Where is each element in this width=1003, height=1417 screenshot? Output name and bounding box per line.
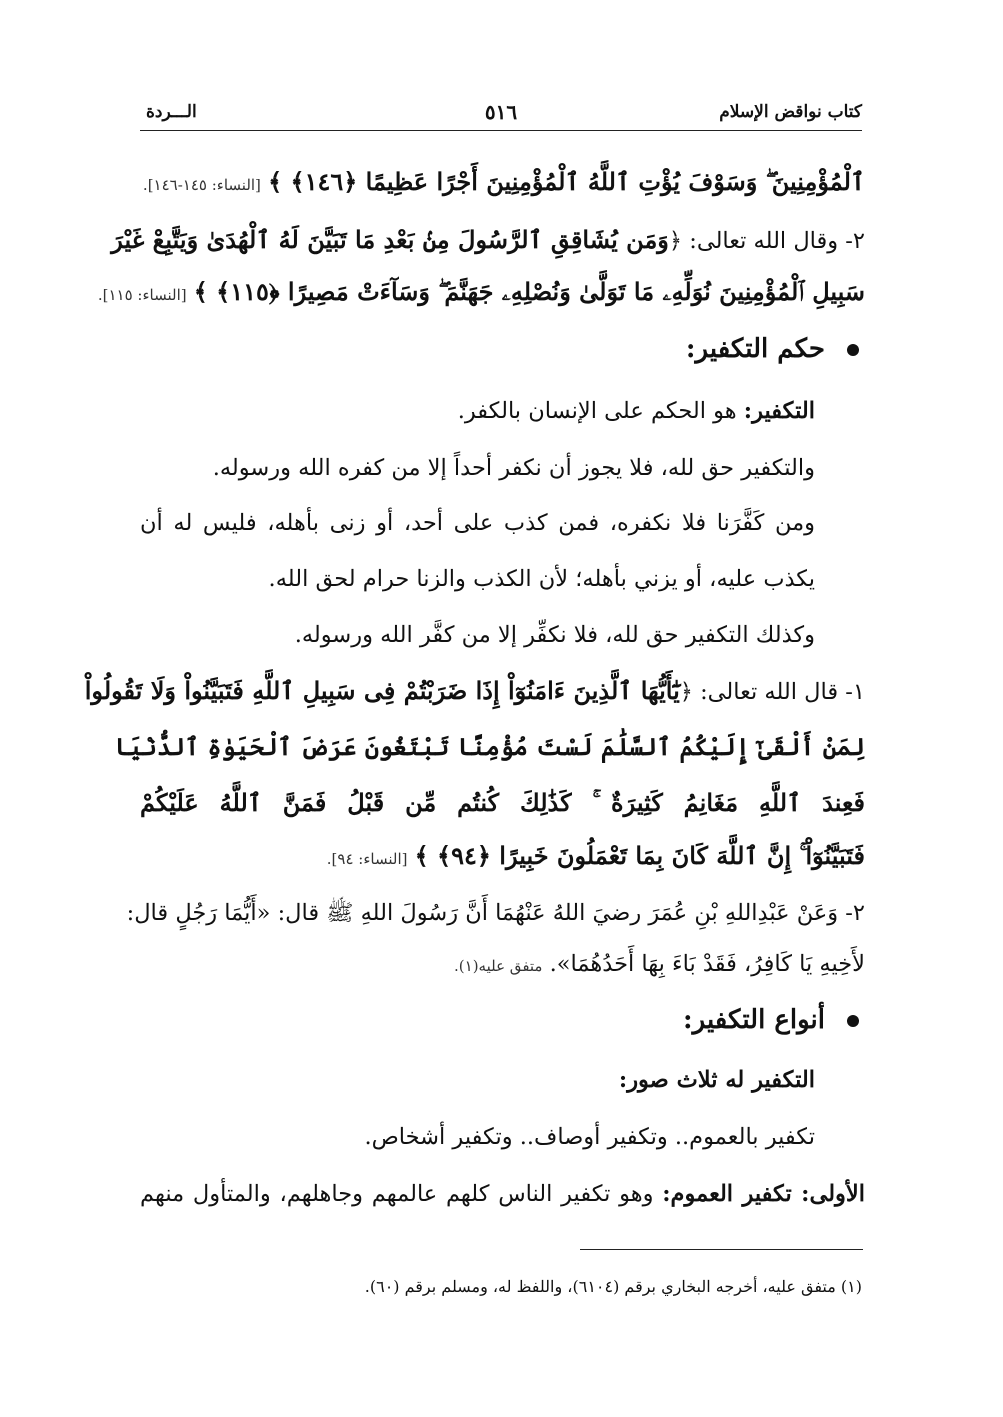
footnote-divider: [580, 1249, 863, 1250]
book-title: كتاب نواقض الإسلام: [719, 102, 862, 122]
paragraph-line: وكذلك التكفير حق لله، فلا نكفِّر إلا من كفَّر الله ورسوله.: [294, 622, 815, 648]
footnote: (١) متفق عليه، أخرجه البخاري برقم (٦١٠٤)، واللفظ له، ومسلم برقم (٦٠).: [364, 1277, 862, 1296]
hadith-line-1: ٢- وَعَنْ عَبْدِاللهِ بْنِ عُمَرَ رضيَ اللهُ عَنْهُمَا أَنَّ رَسُولَ اللهِ ﷺ قال: «أَيُّمَا رَجُلٍ قال:: [126, 900, 865, 926]
paragraph-line: الأولى: تكفير العموم: وهو تكفير الناس كلهم عالمهم وجاهلهم، والمتأول منهم: [140, 1181, 866, 1207]
paragraph-line: يكذب عليه، أو يزني بأهله؛ لأن الكذب والزنا حرام لحق الله.: [268, 566, 815, 592]
paragraph-line: ومن كَفَّرَنا فلا نكفره، فمن كذب على أحد، أو زنى بأهله، فليس له أن: [140, 510, 815, 536]
bullet-icon: [847, 1015, 859, 1027]
hadith-line-2: لأَخِيهِ يَا كَافِرُ، فَقَدْ بَاءَ بِهَا أَحَدُهُمَا». متفق عليه(١).: [454, 951, 865, 977]
verse-reference: [النساء: ٩٤].: [326, 850, 408, 868]
chapter-title: الـــردة: [146, 102, 197, 122]
subheading-line: التكفير له ثلاث صور:: [618, 1067, 815, 1093]
paragraph-line: والتكفير حق لله، فلا يجوز أن نكفر أحداً إلا من كفره الله ورسوله.: [212, 455, 815, 481]
definition-line: التكفير: هو الحكم على الإنسان بالكفر.: [457, 398, 815, 424]
verse-line-5: لِمَنْ أَلْقَىٰٓ إِلَيْكُمُ ٱلسَّلَٰمَ لَسْتَ مُؤْمِنًا تَبْتَغُونَ عَرَضَ ٱلْحَيَوٰةِ ٱلدُّنْيَا: [114, 732, 865, 761]
verse-line-1: ٱلْمُؤْمِنِينَ ۖ وَسَوْفَ يُؤْتِ ٱللَّهُ ٱلْمُؤْمِنِينَ أَجْرًا عَظِيمًا ﴿١٤٦﴾ ﴾ [النساء: ١٤٥-١٤٦].: [142, 167, 865, 196]
verse-line-2: ٢- وقال الله تعالى: ﴿وَمَن يُشَاقِقِ ٱلرَّسُولَ مِنۢ بَعْدِ مَا تَبَيَّنَ لَهُ ٱلْهُدَىٰ وَيَتَّبِعْ غَيْرَ: [111, 225, 865, 254]
verse-reference: [النساء: ١٤٥-١٤٦].: [142, 176, 261, 194]
paragraph-line: تكفير بالعموم.. وتكفير أوصاف.. وتكفير أشخاص.: [364, 1124, 815, 1150]
verse-line-3: سَبِيلِ ٱلْمُؤْمِنِينَ نُوَلِّهِۦ مَا تَوَلَّىٰ وَنُصْلِهِۦ جَهَنَّمَ ۖ وَسَآءَتْ مَصِيرًا ﴿١١٥﴾ ﴾ [النساء: ١١٥].: [97, 277, 865, 306]
verse-line-6: فَعِندَ ٱللَّهِ مَغَانِمُ كَثِيرَةٌ ۚ كَذَٰلِكَ كُنتُم مِّن قَبْلُ فَمَنَّ ٱللَّهُ عَلَيْكُمْ: [140, 788, 865, 817]
section-heading-ruling: حكم التكفير:: [140, 327, 865, 371]
page-number: ٥١٦: [484, 100, 518, 124]
verse-line-4: ١- قال الله تعالى: ﴿يَٰٓأَيُّهَا ٱلَّذِينَ ءَامَنُوٓاْ إِذَا ضَرَبْتُمْ فِى سَبِيلِ ٱللَّهِ فَتَبَيَّنُواْ وَلَا تَقُولُواْ: [84, 676, 865, 705]
verse-reference: [النساء: ١١٥].: [97, 286, 187, 304]
section-heading-types: أنواع التكفير:: [140, 998, 865, 1042]
page-header: [140, 100, 862, 131]
verse-line-7: فَتَبَيَّنُوٓاْ ۚ إِنَّ ٱللَّهَ كَانَ بِمَا تَعْمَلُونَ خَبِيرًا ﴿٩٤﴾ ﴾ [النساء: ٩٤].: [326, 841, 865, 870]
hadith-note: متفق عليه(١).: [454, 957, 543, 975]
bullet-icon: [847, 344, 859, 356]
